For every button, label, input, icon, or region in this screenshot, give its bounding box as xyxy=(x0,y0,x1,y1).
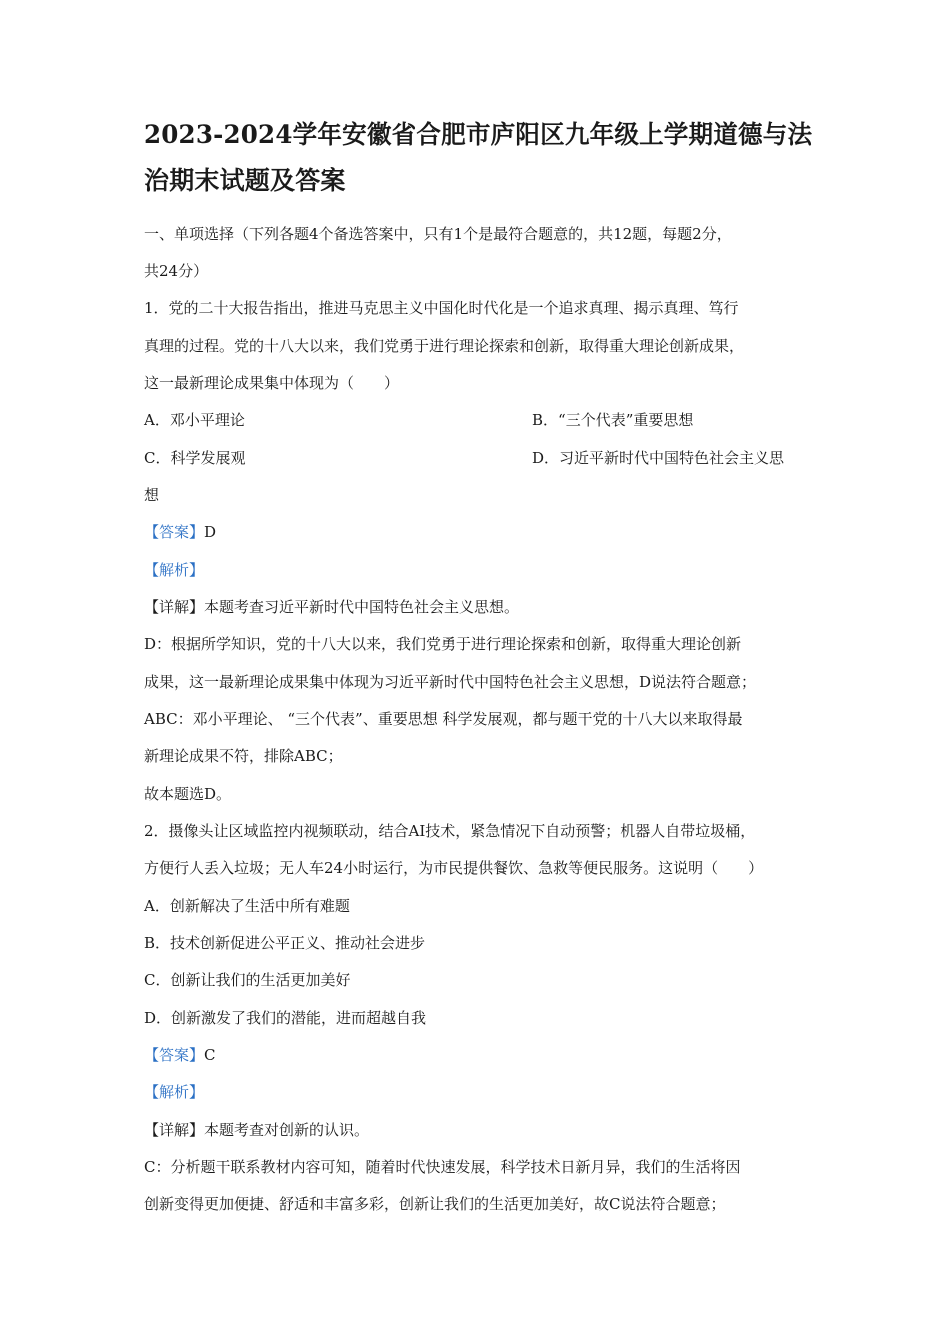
q1-answer xyxy=(144,522,216,542)
answer-value: D xyxy=(204,523,217,541)
q2-detail: 【详解】本题考查对创新的认识。 xyxy=(144,1121,370,1139)
q1-detail: 【详解】本题考查习近平新时代中国特色社会主义思想。 xyxy=(144,598,520,616)
q1-stem-line-1: 1．党的二十大报告指出，推进马克思主义中国化时代化是一个追求真理、揭示真理、笃行 xyxy=(144,299,739,317)
title-line-1: 2023-2024学年安徽省合肥市庐阳区九年级上学期道德与法 xyxy=(144,120,813,149)
answer-label: 【答案】 xyxy=(144,1046,205,1064)
q2-option-a: A．创新解决了生活中所有难题 xyxy=(144,897,350,915)
q2-explanation-line-1: C：分析题干联系教材内容可知，随着时代快速发展，科学技术日新月异，我们的生活将因 xyxy=(144,1158,741,1176)
q2-stem-line-1: 2．摄像头让区域监控内视频联动，结合AI技术，紧急情况下自动预警；机器人自带垃圾桶， xyxy=(144,822,756,840)
q1-explanation-line-5: 故本题选D。 xyxy=(144,785,232,803)
q1-explanation-line-4: 新理论成果不符，排除ABC； xyxy=(144,747,343,765)
q2-analysis-label: 【解析】 xyxy=(144,1083,205,1101)
answer-value: C xyxy=(204,1046,216,1064)
section-heading-line-2: 共24分） xyxy=(144,262,209,280)
q1-option-a: A．邓小平理论 xyxy=(144,411,245,429)
q2-answer xyxy=(144,1045,216,1065)
q1-option-c: C．科学发展观 xyxy=(144,449,246,467)
q2-option-c: C．创新让我们的生活更加美好 xyxy=(144,971,351,989)
answer-label: 【答案】 xyxy=(144,523,205,541)
q1-option-b: B．“三个代表”重要思想 xyxy=(532,411,694,429)
q1-option-d-cont: 想 xyxy=(144,486,160,504)
q1-stem-line-3: 这一最新理论成果集中体现为（ ） xyxy=(144,374,400,392)
q2-option-d: D．创新激发了我们的潜能，进而超越自我 xyxy=(144,1009,427,1027)
title-line-2: 治期末试题及答案 xyxy=(144,166,346,195)
q1-explanation-line-1: D：根据所学知识，党的十八大以来，我们党勇于进行理论探索和创新，取得重大理论创新 xyxy=(144,635,742,653)
q1-explanation-line-3: ABC：邓小平理论、 “三个代表”、重要思想 科学发展观，都与题干党的十八大以来取得最 xyxy=(144,710,743,728)
section-heading-line-1: 一、单项选择（下列各题4个备选答案中，只有1个是最符合题意的，共12题，每题2分， xyxy=(144,225,732,243)
q2-explanation-line-2: 创新变得更加便捷、舒适和丰富多彩，创新让我们的生活更加美好，故C说法符合题意； xyxy=(144,1195,726,1213)
q1-explanation-line-2: 成果，这一最新理论成果集中体现为习近平新时代中国特色社会主义思想，D说法符合题意； xyxy=(144,673,757,691)
q1-option-d: D．习近平新时代中国特色社会主义思 xyxy=(532,449,785,467)
q1-stem-line-2: 真理的过程。党的十八大以来，我们党勇于进行理论探索和创新，取得重大理论创新成果， xyxy=(144,337,745,355)
q2-stem-line-2: 方便行人丢入垃圾；无人车24小时运行，为市民提供餐饮、急救等便民服务。这说明（ ） xyxy=(144,859,764,877)
q1-analysis-label: 【解析】 xyxy=(144,561,205,579)
q2-option-b: B．技术创新促进公平正义、推动社会进步 xyxy=(144,934,426,952)
